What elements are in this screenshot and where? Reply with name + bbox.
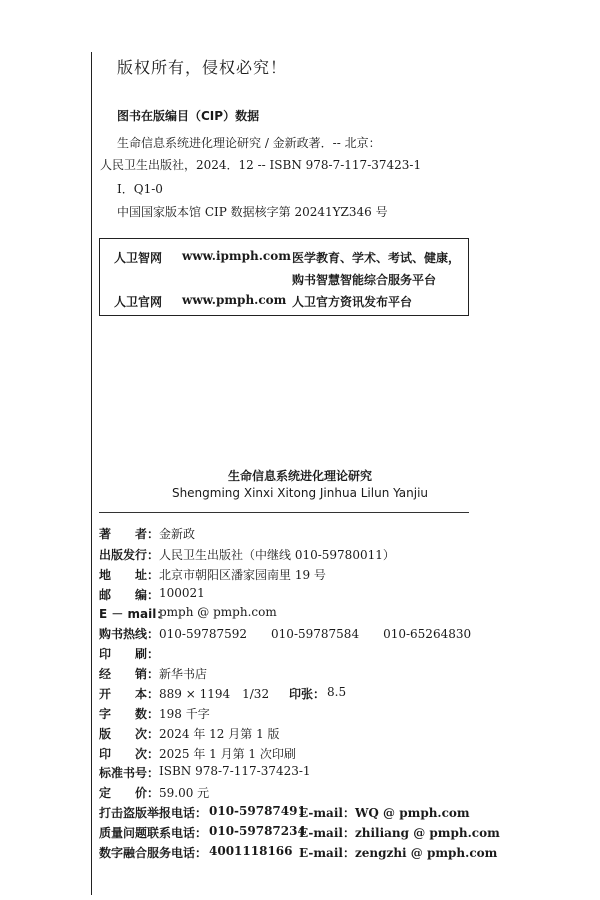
isbn-value: ISBN 978-7-117-37423-1 bbox=[159, 764, 311, 778]
site-url-ipmph[interactable]: www.ipmph.com bbox=[182, 249, 291, 263]
digital-label: 数字融合服务电话： bbox=[99, 846, 208, 860]
site-name-pmph: 人卫官网 bbox=[114, 295, 163, 309]
publisher-value: 人民卫生出版社（中继线 010-59780011） bbox=[159, 548, 395, 562]
cip-line-title: 生命信息系统进化理论研究 / 金新政著．-- 北京： bbox=[117, 136, 381, 150]
format-label: 开 本： bbox=[99, 687, 160, 701]
site-url-pmph[interactable]: www.pmph.com bbox=[182, 293, 287, 307]
hotline-label: 购书热线： bbox=[99, 627, 160, 641]
quality-label: 质量问题联系电话： bbox=[99, 826, 208, 840]
copyright-notice: 版权所有，侵权必究！ bbox=[117, 58, 288, 77]
price-value: 59.00 元 bbox=[159, 786, 210, 800]
author-label: 著 者： bbox=[99, 527, 160, 541]
piracy-label: 打击盗版举报电话： bbox=[99, 806, 208, 820]
sheets-value: 8.5 bbox=[327, 685, 347, 699]
website-box bbox=[99, 238, 469, 316]
cip-line-publisher: 人民卫生出版社，2024．12 -- ISBN 978-7-117-37423-1 bbox=[100, 158, 422, 172]
sheets-label: 印张： bbox=[289, 687, 326, 701]
edition-value: 2024 年 12 月第 1 版 bbox=[159, 727, 280, 741]
site-desc-pmph: 人卫官方资讯发布平台 bbox=[292, 295, 413, 309]
impression-value: 2025 年 1 月第 1 次印刷 bbox=[159, 747, 296, 761]
cip-line-record-number: 中国国家版本馆 CIP 数据核字第 20241YZ346 号 bbox=[117, 205, 388, 219]
words-label: 字 数： bbox=[99, 707, 160, 721]
site-desc-ipmph-2: 购书智慧智能综合服务平台 bbox=[292, 273, 437, 287]
isbn-label: 标准书号： bbox=[99, 766, 160, 780]
email-label: E － mail： bbox=[99, 607, 169, 621]
postcode-label: 邮 编： bbox=[99, 588, 160, 602]
email-value[interactable]: pmph @ pmph.com bbox=[159, 605, 277, 619]
site-name-ipmph: 人卫智网 bbox=[114, 251, 163, 265]
piracy-phone: 010-59787491 bbox=[209, 804, 306, 818]
book-title: 生命信息系统进化理论研究 bbox=[227, 469, 372, 483]
address-label: 地 址： bbox=[99, 568, 160, 582]
quality-phone: 010-59787234 bbox=[209, 824, 306, 838]
address-value: 北京市朝阳区潘家园南里 19 号 bbox=[159, 568, 326, 582]
book-title-pinyin: Shengming Xinxi Xitong Jinhua Lilun Yanjiu bbox=[171, 486, 429, 500]
author-value: 金新政 bbox=[159, 527, 196, 541]
hotline-value: 010-59787592 010-59787584 010-65264830 bbox=[159, 627, 472, 641]
words-value: 198 千字 bbox=[159, 707, 210, 721]
digital-phone: 4001118166 bbox=[209, 844, 293, 858]
site-desc-ipmph: 医学教育、学术、考试、健康， bbox=[292, 251, 461, 265]
digital-email[interactable]: E-mail：zengzhi @ pmph.com bbox=[299, 846, 498, 860]
cip-heading: 图书在版编目（CIP）数据 bbox=[117, 109, 260, 123]
price-label: 定 价： bbox=[99, 786, 160, 800]
cip-line-classification: Ⅰ．Q1-0 bbox=[117, 182, 163, 196]
impression-label: 印 次： bbox=[99, 747, 160, 761]
distributor-label: 经 销： bbox=[99, 667, 160, 681]
distributor-value: 新华书店 bbox=[159, 667, 208, 681]
edition-label: 版 次： bbox=[99, 727, 160, 741]
info-divider bbox=[99, 512, 469, 513]
quality-email[interactable]: E-mail：zhiliang @ pmph.com bbox=[299, 826, 500, 840]
piracy-email[interactable]: E-mail：WQ @ pmph.com bbox=[299, 806, 470, 820]
publisher-label: 出版发行： bbox=[99, 548, 160, 562]
postcode-value: 100021 bbox=[159, 586, 205, 600]
format-value: 889 × 1194 1/32 bbox=[159, 687, 270, 701]
printer-label: 印 刷： bbox=[99, 647, 160, 661]
